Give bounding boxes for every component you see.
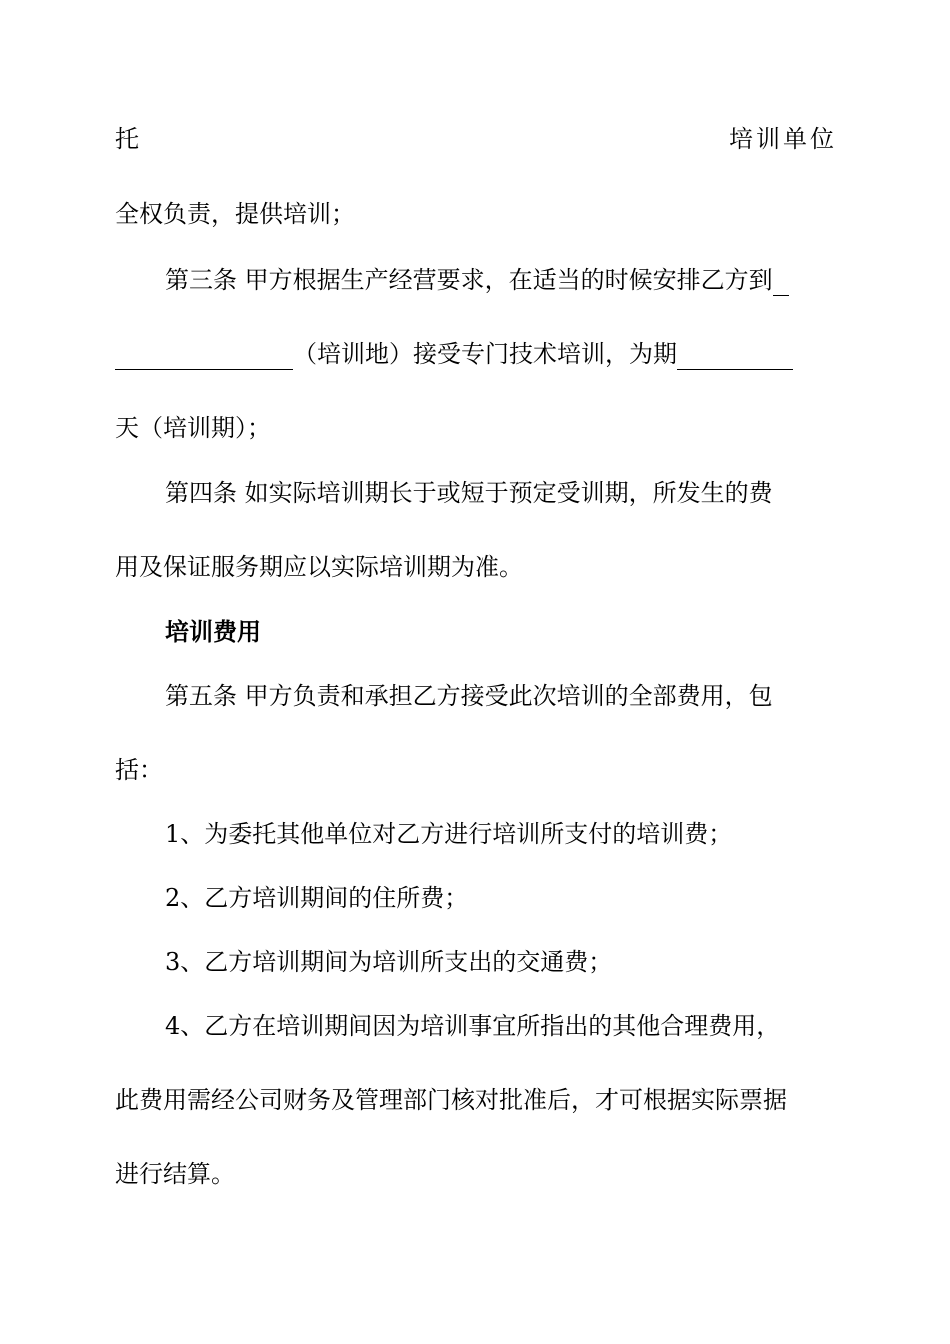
blank-training-location-start (773, 269, 789, 296)
list-item-4-line-3: 进行结算。 (115, 1160, 235, 1188)
article-3-text: 第三条 甲方根据生产经营要求，在适当的时候安排乙方到 (165, 266, 773, 294)
article-4-line-1: 第四条 如实际培训期长于或短于预定受训期，所发生的费 (165, 479, 773, 507)
article-4-line-2: 用及保证服务期应以实际培训期为准。 (115, 553, 523, 581)
article-5-line-2: 括： (115, 756, 163, 784)
list-item-3: 3、乙方培训期间为培训所支出的交通费； (165, 948, 613, 976)
article-3-line-1 (165, 264, 837, 296)
article-5-line-1: 第五条 甲方负责和承担乙方接受此次培训的全部费用，包 (165, 682, 773, 710)
list-item-2: 2、乙方培训期间的住所费； (165, 884, 469, 912)
line-2: 全权负责，提供培训； (115, 200, 355, 228)
line-1-left-text: 托 (115, 125, 139, 153)
list-item-1: 1、为委托其他单位对乙方进行培训所支付的培训费； (165, 820, 733, 848)
section-heading: 培训费用 (165, 617, 261, 646)
article-3-line-3: 天（培训期）； (115, 414, 271, 442)
article-3-mid-text: （培训地）接受专门技术培训，为期 (293, 340, 677, 368)
article-3-line-2 (115, 338, 837, 370)
list-item-4-line-2: 此费用需经公司财务及管理部门核对批准后，才可根据实际票据 (115, 1086, 787, 1114)
blank-training-days (677, 343, 793, 370)
list-item-4-line-1: 4、乙方在培训期间因为培训事宜所指出的其他合理费用， (165, 1012, 781, 1040)
line-1 (115, 123, 837, 155)
line-1-right-text: 培训单位 (729, 125, 837, 153)
blank-training-location (115, 343, 293, 370)
